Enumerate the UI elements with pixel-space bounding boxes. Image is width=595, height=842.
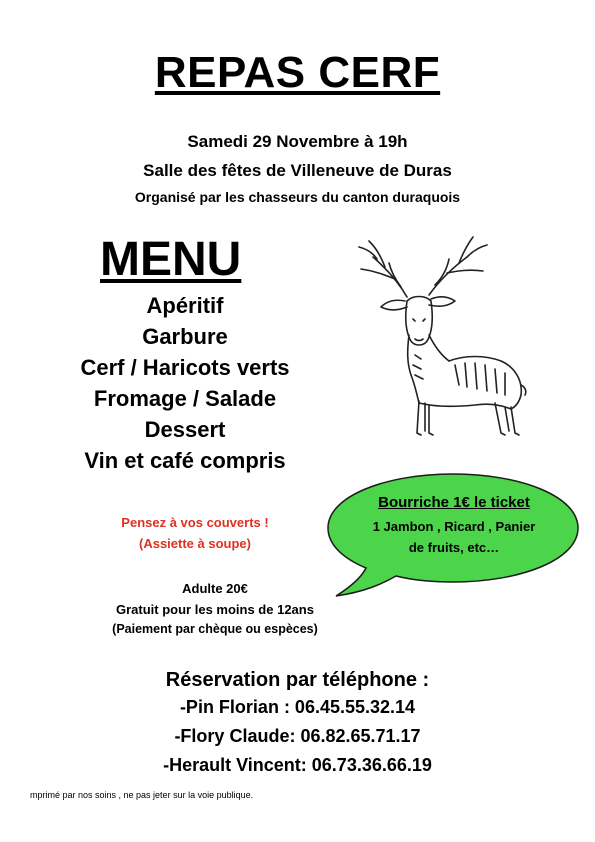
page-title: REPAS CERF — [154, 48, 441, 97]
deer-icon — [355, 235, 535, 440]
reservation-contact: -Flory Claude: 06.82.65.71.17 — [174, 726, 421, 746]
reservation-heading: Réservation par téléphone : — [165, 669, 430, 691]
bourriche-line: de fruits, etc… — [408, 540, 500, 555]
payment-methods: (Paiement par chèque ou espèces) — [112, 622, 318, 636]
event-organizer: Organisé par les chasseurs du canton duraquois — [134, 189, 461, 205]
menu-item: Garbure — [142, 324, 228, 349]
cutlery-reminder — [60, 512, 330, 554]
bourriche-line: 1 Jambon , Ricard , Panier — [372, 519, 536, 534]
reservation-contact: -Herault Vincent: 06.73.36.66.19 — [163, 755, 432, 775]
reservation-contact: -Pin Florian : 06.45.55.32.14 — [179, 697, 416, 717]
bourriche-title: Bourriche 1€ le ticket — [378, 494, 530, 511]
price-children: Gratuit pour les moins de 12ans — [116, 602, 314, 617]
price-adult: Adulte 20€ — [182, 581, 248, 596]
menu-item: Fromage / Salade — [93, 386, 277, 411]
menu-item: Apéritif — [146, 293, 224, 318]
menu-item: Vin et café compris — [84, 448, 286, 473]
event-date: Samedi 29 Novembre à 19h — [187, 132, 408, 151]
bourriche-block — [340, 494, 568, 558]
event-venue: Salle des fêtes de Villeneuve de Duras — [143, 161, 452, 180]
menu-list — [30, 290, 340, 476]
menu-item: Cerf / Haricots verts — [80, 355, 290, 380]
menu-item: Dessert — [144, 417, 226, 442]
reminder-line: (Assiette à soupe) — [139, 536, 251, 551]
pricing-block — [30, 578, 400, 639]
reminder-line: Pensez à vos couverts ! — [121, 515, 269, 530]
reservation-block — [0, 667, 595, 780]
menu-title: MENU — [100, 233, 242, 286]
footer-note: mprimé par nos soins , ne pas jeter sur la voie publique. — [30, 790, 254, 800]
